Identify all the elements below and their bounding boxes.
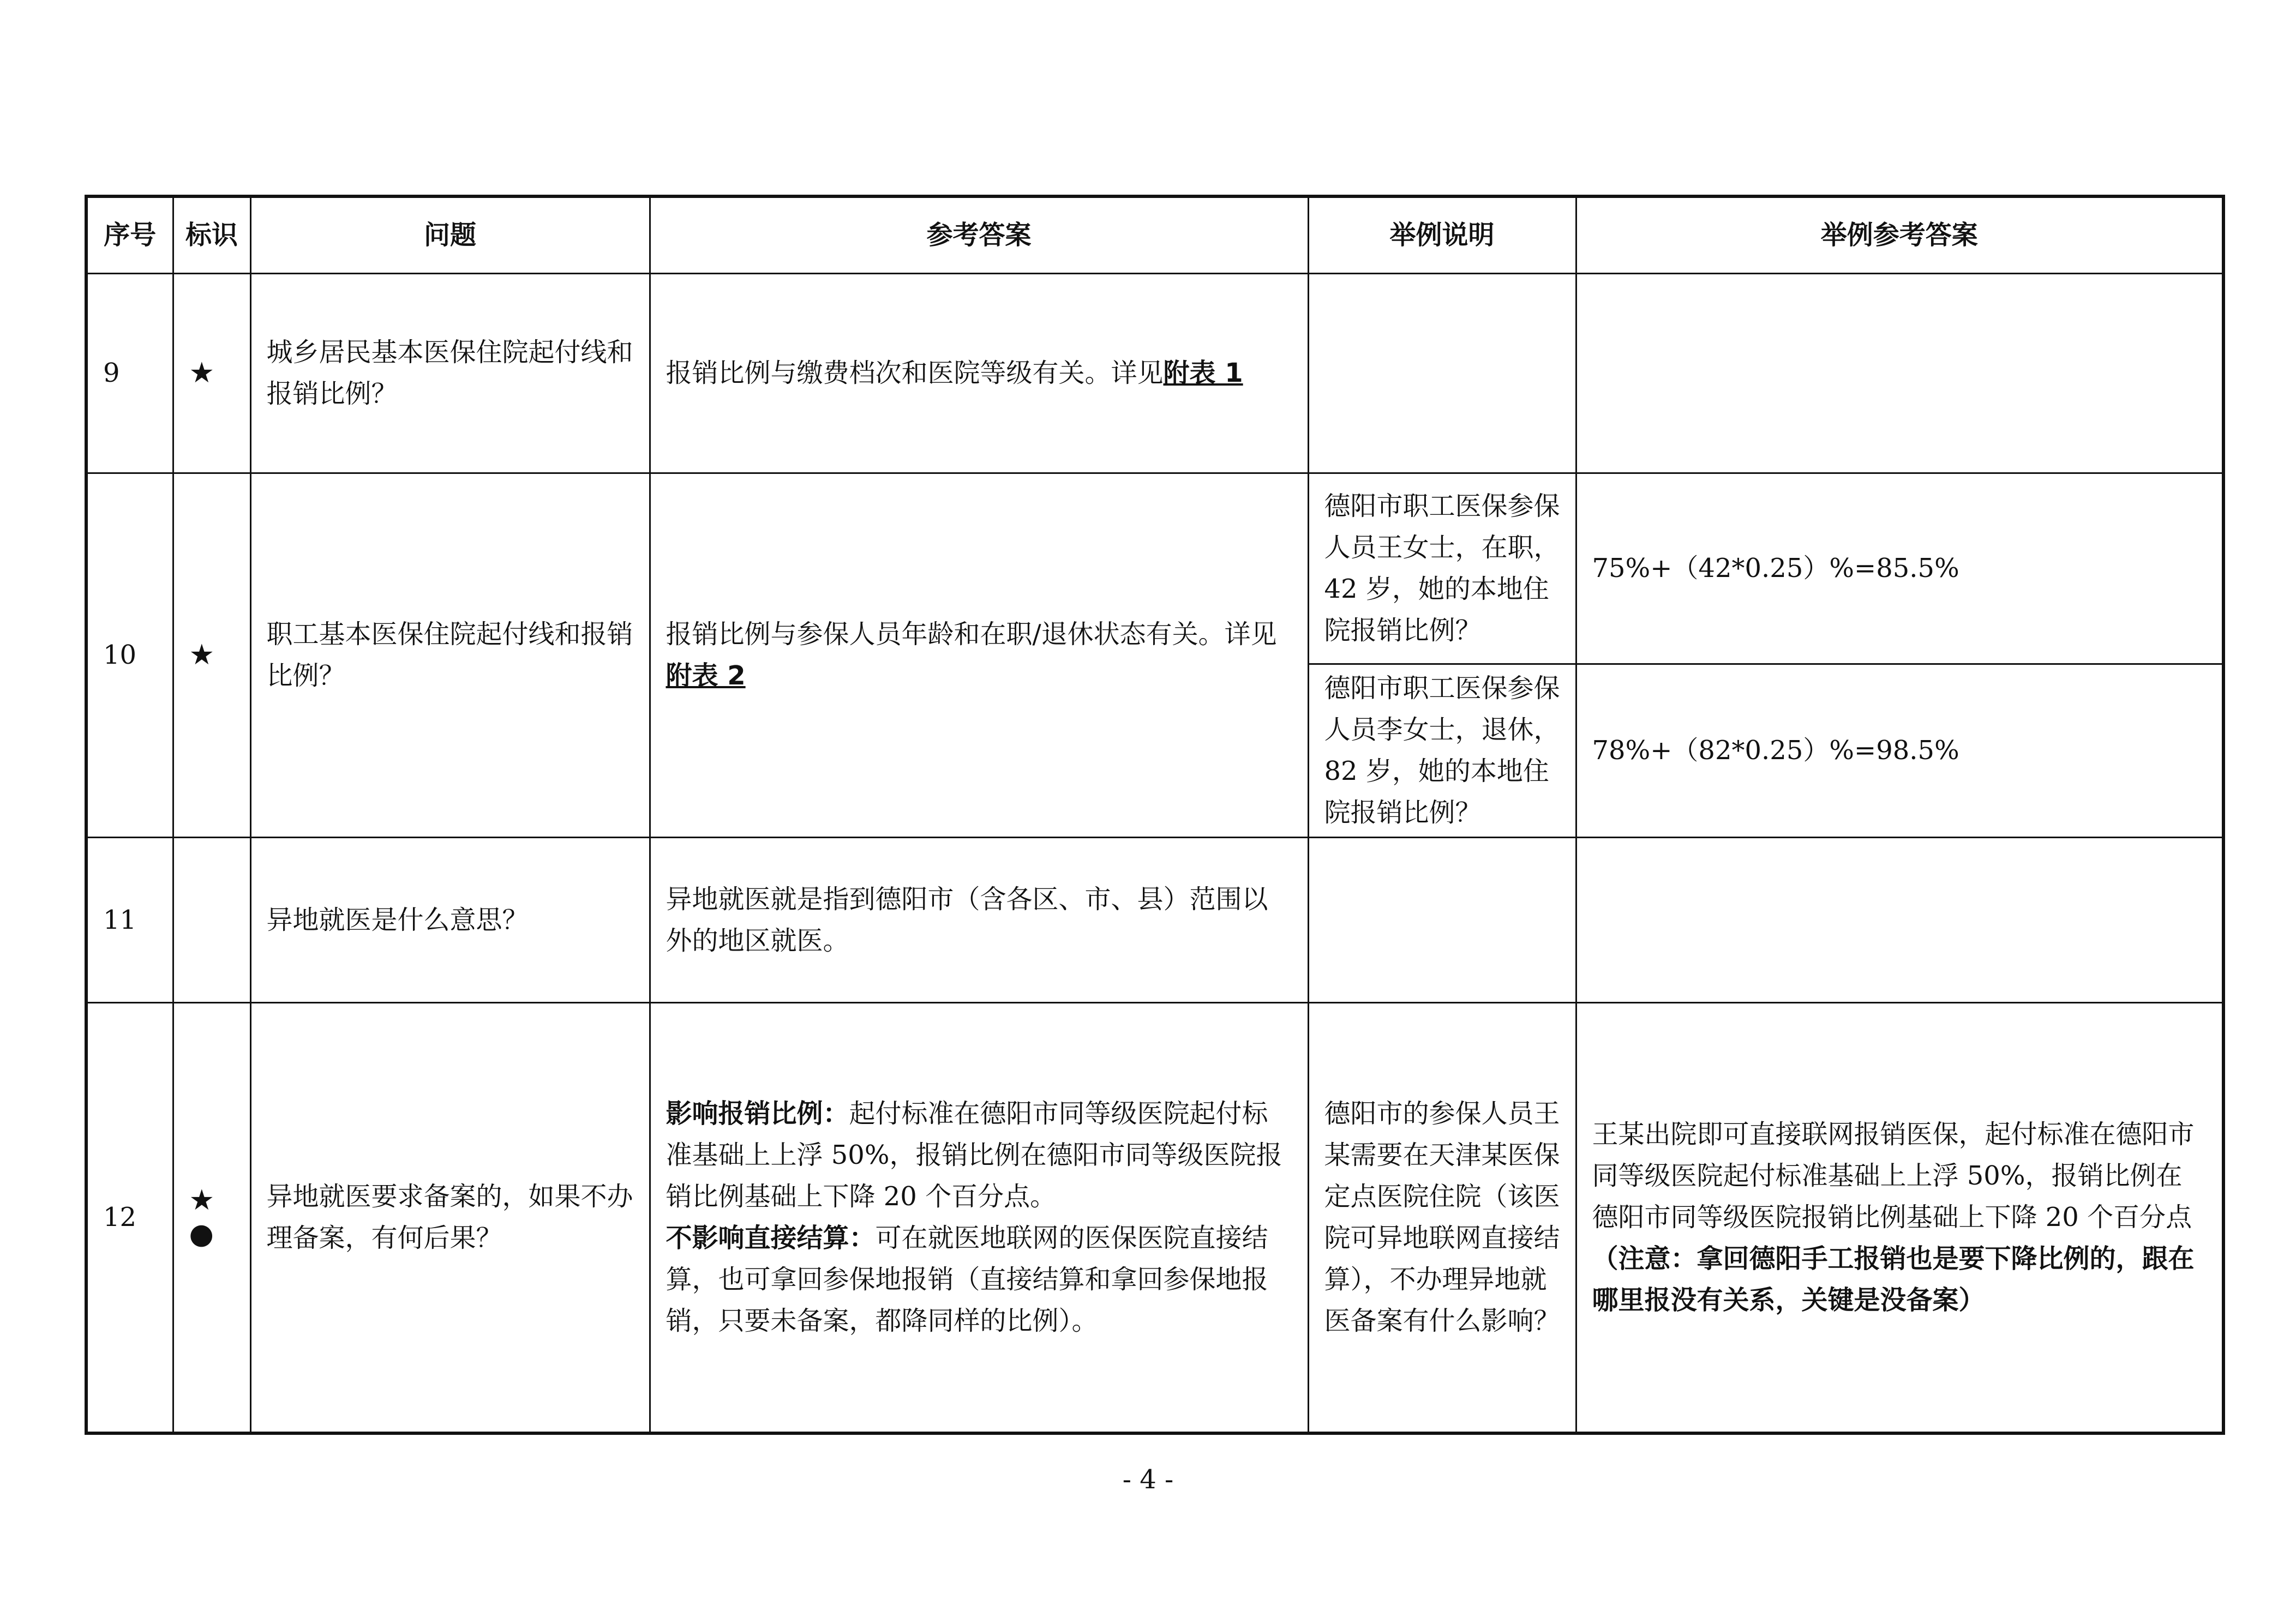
mark-cell — [173, 1002, 250, 1433]
example-answer-cell: 75%+（42*0.25）%=85.5% — [1576, 473, 2223, 664]
header-no: 序号 — [86, 196, 173, 273]
row-number: 11 — [86, 837, 173, 1002]
example-cell: 德阳市职工医保参保人员王女士，在职，42 岁，她的本地住院报销比例？ — [1308, 473, 1576, 664]
example-answer-text: 王某出院即可直接联网报销医保，起付标准在德阳市同等级医院起付标准基础上上浮 50%，报销比例在德阳市同等级医院报销比例基础上下降 20 个百分点 — [1592, 1119, 2195, 1233]
star-icon: ★ — [189, 357, 215, 389]
dot-icon: ● — [189, 1218, 214, 1251]
answer-text: 起付标准在德阳市同等级医院起付标准基础上上浮 50%，报销比例在德阳市同等级医院报销比例基础上下降 20 个百分点。 — [666, 1098, 1282, 1212]
example-cell: 德阳市的参保人员王某需要在天津某医保定点医院住院（该医院可异地联网直接结算），不办理异地就医备案有什么影响？ — [1308, 1002, 1576, 1433]
question-cell: 职工基本医保住院起付线和报销比例？ — [250, 473, 650, 837]
answer-bold-label: 不影响直接结算： — [666, 1223, 876, 1254]
header-example-answer: 举例参考答案 — [1576, 196, 2223, 273]
table-row — [86, 837, 2223, 1002]
qa-table — [85, 195, 2225, 1435]
answer-text: 报销比例与缴费档次和医院等级有关。详见 — [666, 358, 1164, 388]
header-example: 举例说明 — [1308, 196, 1576, 273]
header-question: 问题 — [250, 196, 650, 273]
example-answer-cell — [1576, 837, 2223, 1002]
example-cell — [1308, 273, 1576, 473]
table-row — [86, 1002, 2223, 1433]
table-row — [86, 473, 2223, 664]
appendix-link[interactable]: 附表 2 — [666, 660, 746, 691]
answer-bold-label: 影响报销比例： — [666, 1098, 849, 1129]
star-mark — [173, 473, 250, 837]
mark-cell — [173, 837, 250, 1002]
header-row — [86, 196, 2223, 273]
answer-cell — [650, 473, 1308, 837]
example-answer-note: （注意：拿回德阳手工报销也是要下降比例的，跟在哪里报没有关系，关键是没备案） — [1592, 1243, 2195, 1316]
header-mark: 标识 — [173, 196, 250, 273]
question-cell: 异地就医是什么意思？ — [250, 837, 650, 1002]
example-answer-cell — [1576, 1002, 2223, 1433]
table-row — [86, 273, 2223, 473]
question-cell: 城乡居民基本医保住院起付线和报销比例？ — [250, 273, 650, 473]
row-number: 10 — [86, 473, 173, 837]
page-number: - 4 - — [1122, 1464, 1174, 1495]
answer-cell — [650, 273, 1308, 473]
star-icon: ★ — [189, 639, 215, 671]
star-mark — [173, 273, 250, 473]
row-number: 9 — [86, 273, 173, 473]
example-cell — [1308, 837, 1576, 1002]
example-answer-cell: 78%+（82*0.25）%=98.5% — [1576, 664, 2223, 837]
header-answer: 参考答案 — [650, 196, 1308, 273]
answer-text: 报销比例与参保人员年龄和在职/退休状态有关。详见 — [666, 619, 1277, 650]
example-answer-cell — [1576, 273, 2223, 473]
appendix-link[interactable]: 附表 1 — [1163, 358, 1243, 388]
example-cell: 德阳市职工医保参保人员李女士，退休，82 岁，她的本地住院报销比例？ — [1308, 664, 1576, 837]
question-cell: 异地就医要求备案的，如果不办理备案，有何后果？ — [250, 1002, 650, 1433]
answer-text: 可在就医地联网的医保医院直接结算，也可拿回参保地报销（直接结算和拿回参保地报销，只要未备案，都降同样的比例）。 — [666, 1223, 1268, 1337]
answer-cell — [650, 1002, 1308, 1433]
row-number: 12 — [86, 1002, 173, 1433]
answer-cell: 异地就医就是指到德阳市（含各区、市、县）范围以外的地区就医。 — [650, 837, 1308, 1002]
star-icon: ★ — [189, 1184, 215, 1217]
